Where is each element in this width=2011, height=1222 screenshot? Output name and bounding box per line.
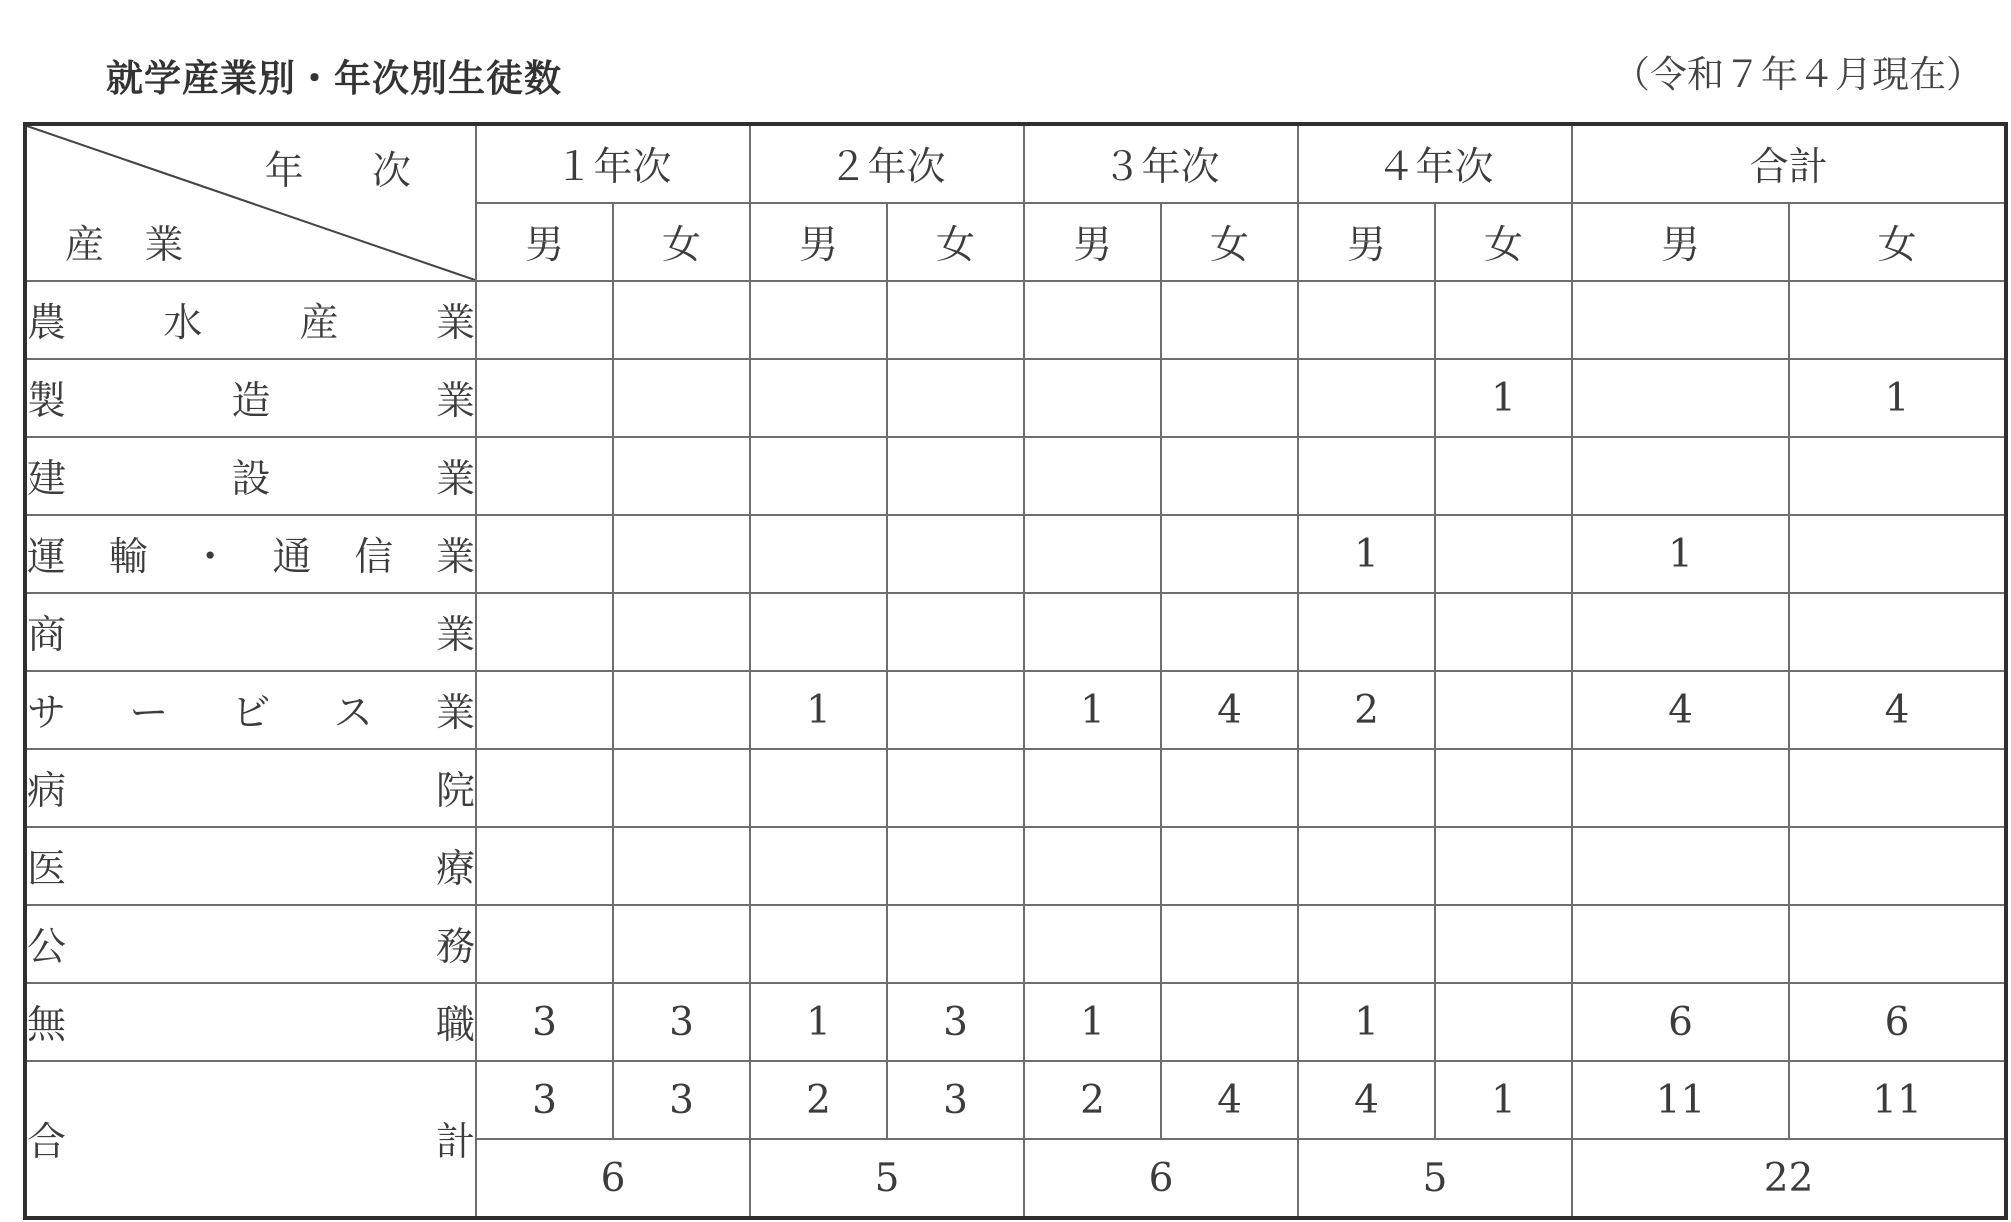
count-cell xyxy=(750,593,887,671)
count-cell xyxy=(1298,437,1435,515)
industry-label-char: ス xyxy=(333,691,373,736)
industry-label-char: 水 xyxy=(163,301,203,346)
count-cell xyxy=(1298,359,1435,437)
table-row xyxy=(25,983,2006,1061)
count-cell: 1 xyxy=(1789,359,2006,437)
industry-label-char: 農 xyxy=(27,301,67,346)
industry-label-char: 病 xyxy=(27,769,67,814)
count-cell: 1 xyxy=(1024,671,1161,749)
count-cell xyxy=(750,827,887,905)
industry-label xyxy=(25,983,476,1061)
industry-label xyxy=(25,515,476,593)
gender-male: 男 xyxy=(476,203,613,281)
year-total-cell: 6 xyxy=(1024,1139,1298,1218)
count-cell xyxy=(1435,983,1572,1061)
count-cell: 3 xyxy=(887,983,1024,1061)
count-cell xyxy=(1161,827,1298,905)
count-cell xyxy=(1435,281,1572,359)
count-cell xyxy=(613,671,750,749)
count-cell xyxy=(613,905,750,983)
industry-label-char: ー xyxy=(129,691,169,736)
industry-label-char: 信 xyxy=(354,535,394,580)
count-cell xyxy=(1572,749,1789,827)
industry-label-char: 運 xyxy=(27,535,67,580)
count-cell: 1 xyxy=(1298,515,1435,593)
industry-label xyxy=(25,593,476,671)
count-cell xyxy=(1435,437,1572,515)
table-row xyxy=(25,671,2006,749)
count-cell xyxy=(1789,437,2006,515)
count-cell xyxy=(1435,749,1572,827)
industry-label-char: 合 xyxy=(27,1120,67,1165)
industry-label-char: 輸 xyxy=(108,535,148,580)
count-cell xyxy=(750,437,887,515)
count-cell xyxy=(613,437,750,515)
count-cell xyxy=(1298,593,1435,671)
count-cell xyxy=(1298,905,1435,983)
year-header-total: 合計 xyxy=(1572,124,2006,203)
count-cell xyxy=(613,827,750,905)
count-cell xyxy=(887,593,1024,671)
count-cell xyxy=(476,671,613,749)
industry-label-char: 業 xyxy=(435,535,475,580)
count-cell: 1 xyxy=(750,983,887,1061)
count-cell: 1 xyxy=(1298,983,1435,1061)
as-of-date: （令和７年４月現在） xyxy=(1613,53,1983,96)
count-cell xyxy=(476,281,613,359)
industry-label-char: 産 xyxy=(299,301,339,346)
industry-label-char: 計 xyxy=(435,1120,475,1165)
year-total-cell: 5 xyxy=(1298,1139,1572,1218)
total-cell: 3 xyxy=(887,1061,1024,1139)
industry-label-char: 造 xyxy=(231,379,271,424)
count-cell xyxy=(476,437,613,515)
header-row-years xyxy=(25,124,2006,203)
industry-label-char: 公 xyxy=(27,925,67,970)
count-cell xyxy=(1161,437,1298,515)
total-cell: 3 xyxy=(613,1061,750,1139)
count-cell xyxy=(1298,281,1435,359)
count-cell xyxy=(1789,749,2006,827)
page-title: 就学産業別・年次別生徒数 xyxy=(106,57,562,100)
count-cell xyxy=(887,671,1024,749)
count-cell xyxy=(1161,905,1298,983)
table-row xyxy=(25,281,2006,359)
count-cell xyxy=(887,827,1024,905)
count-cell xyxy=(1024,905,1161,983)
count-cell xyxy=(1024,749,1161,827)
industry-label xyxy=(25,749,476,827)
count-cell xyxy=(1298,749,1435,827)
count-cell xyxy=(476,749,613,827)
count-cell xyxy=(1572,281,1789,359)
industry-label-char: 商 xyxy=(27,613,67,658)
gender-female: 女 xyxy=(1161,203,1298,281)
count-cell xyxy=(1024,437,1161,515)
industry-label xyxy=(25,905,476,983)
industry-label-char: 医 xyxy=(27,847,67,892)
corner-label-industry: 産 業 xyxy=(65,223,198,268)
total-label xyxy=(25,1061,476,1218)
count-cell xyxy=(1789,827,2006,905)
industry-label xyxy=(25,671,476,749)
count-cell xyxy=(1789,515,2006,593)
table-row xyxy=(25,359,2006,437)
count-cell xyxy=(476,905,613,983)
count-cell xyxy=(1161,515,1298,593)
industry-label-char: 院 xyxy=(435,769,475,814)
gender-female: 女 xyxy=(1435,203,1572,281)
count-cell xyxy=(613,593,750,671)
total-cell: 2 xyxy=(750,1061,887,1139)
year-total-cell: 22 xyxy=(1572,1139,2006,1218)
count-cell: 6 xyxy=(1789,983,2006,1061)
count-cell xyxy=(887,359,1024,437)
count-cell xyxy=(1024,281,1161,359)
count-cell xyxy=(1789,593,2006,671)
industry-label-char: ビ xyxy=(231,691,271,736)
industry-label-char: 業 xyxy=(435,613,475,658)
count-cell xyxy=(750,515,887,593)
count-cell xyxy=(750,905,887,983)
industry-label-char: 設 xyxy=(231,457,271,502)
total-cell: 11 xyxy=(1572,1061,1789,1139)
count-cell xyxy=(1572,827,1789,905)
count-cell: 4 xyxy=(1161,671,1298,749)
count-cell xyxy=(1435,593,1572,671)
table-row xyxy=(25,515,2006,593)
industry-label-char: 製 xyxy=(27,379,67,424)
count-cell: 2 xyxy=(1298,671,1435,749)
industry-label xyxy=(25,359,476,437)
count-cell xyxy=(1435,905,1572,983)
total-cell: 3 xyxy=(476,1061,613,1139)
total-cell: 1 xyxy=(1435,1061,1572,1139)
count-cell: 3 xyxy=(613,983,750,1061)
industry-label xyxy=(25,827,476,905)
corner-header-cell xyxy=(25,124,476,281)
count-cell xyxy=(1572,593,1789,671)
count-cell xyxy=(1024,827,1161,905)
industry-label-char: 業 xyxy=(435,691,475,736)
industry-label-char: 業 xyxy=(435,301,475,346)
count-cell: 1 xyxy=(1024,983,1161,1061)
count-cell xyxy=(750,281,887,359)
industry-label-char: 療 xyxy=(435,847,475,892)
count-cell xyxy=(1024,359,1161,437)
industry-label-char: 無 xyxy=(27,1003,67,1048)
count-cell xyxy=(476,593,613,671)
gender-female: 女 xyxy=(613,203,750,281)
count-cell: 6 xyxy=(1572,983,1789,1061)
student-count-table xyxy=(23,122,2008,1220)
count-cell xyxy=(750,359,887,437)
gender-male: 男 xyxy=(1572,203,1789,281)
table-row xyxy=(25,593,2006,671)
count-cell xyxy=(476,515,613,593)
total-cell: 11 xyxy=(1789,1061,2006,1139)
count-cell xyxy=(887,905,1024,983)
count-cell xyxy=(887,437,1024,515)
gender-female: 女 xyxy=(1789,203,2006,281)
year-header-3: ３年次 xyxy=(1024,124,1298,203)
count-cell xyxy=(1789,281,2006,359)
industry-label-char: 業 xyxy=(435,457,475,502)
count-cell xyxy=(887,281,1024,359)
industry-label-char: 通 xyxy=(272,535,312,580)
industry-label-char: 職 xyxy=(435,1003,475,1048)
corner-label-year: 年 次 xyxy=(264,149,439,194)
count-cell xyxy=(1435,827,1572,905)
industry-label xyxy=(25,281,476,359)
count-cell xyxy=(476,359,613,437)
count-cell xyxy=(1161,593,1298,671)
industry-label-char: 務 xyxy=(435,925,475,970)
gender-male: 男 xyxy=(1024,203,1161,281)
total-row xyxy=(25,1061,2006,1139)
count-cell xyxy=(1161,281,1298,359)
count-cell xyxy=(1789,905,2006,983)
year-total-cell: 5 xyxy=(750,1139,1024,1218)
table-row xyxy=(25,905,2006,983)
total-cell: 2 xyxy=(1024,1061,1161,1139)
year-header-1: １年次 xyxy=(476,124,750,203)
industry-label-char: 業 xyxy=(435,379,475,424)
industry-label-char: ・ xyxy=(190,535,230,580)
count-cell xyxy=(1161,359,1298,437)
count-cell: 4 xyxy=(1572,671,1789,749)
industry-label xyxy=(25,437,476,515)
count-cell xyxy=(1161,983,1298,1061)
count-cell xyxy=(1572,359,1789,437)
count-cell xyxy=(1298,827,1435,905)
industry-label-char: サ xyxy=(27,691,67,736)
count-cell xyxy=(750,749,887,827)
count-cell xyxy=(1435,515,1572,593)
total-cell: 4 xyxy=(1298,1061,1435,1139)
count-cell xyxy=(476,827,613,905)
table-row xyxy=(25,749,2006,827)
count-cell xyxy=(887,749,1024,827)
year-total-cell: 6 xyxy=(476,1139,750,1218)
year-header-2: ２年次 xyxy=(750,124,1024,203)
count-cell xyxy=(887,515,1024,593)
total-cell: 4 xyxy=(1161,1061,1298,1139)
count-cell: 1 xyxy=(1572,515,1789,593)
count-cell xyxy=(1435,671,1572,749)
count-cell xyxy=(1572,905,1789,983)
count-cell xyxy=(1024,593,1161,671)
count-cell: 3 xyxy=(476,983,613,1061)
table-row xyxy=(25,437,2006,515)
count-cell: 1 xyxy=(750,671,887,749)
gender-male: 男 xyxy=(1298,203,1435,281)
gender-male: 男 xyxy=(750,203,887,281)
count-cell xyxy=(613,359,750,437)
count-cell xyxy=(613,749,750,827)
count-cell xyxy=(613,281,750,359)
count-cell: 1 xyxy=(1435,359,1572,437)
year-header-4: ４年次 xyxy=(1298,124,1572,203)
count-cell xyxy=(1572,437,1789,515)
industry-label-char: 建 xyxy=(27,457,67,502)
table-row xyxy=(25,827,2006,905)
count-cell xyxy=(1024,515,1161,593)
count-cell xyxy=(1161,749,1298,827)
count-cell xyxy=(613,515,750,593)
count-cell: 4 xyxy=(1789,671,2006,749)
gender-female: 女 xyxy=(887,203,1024,281)
